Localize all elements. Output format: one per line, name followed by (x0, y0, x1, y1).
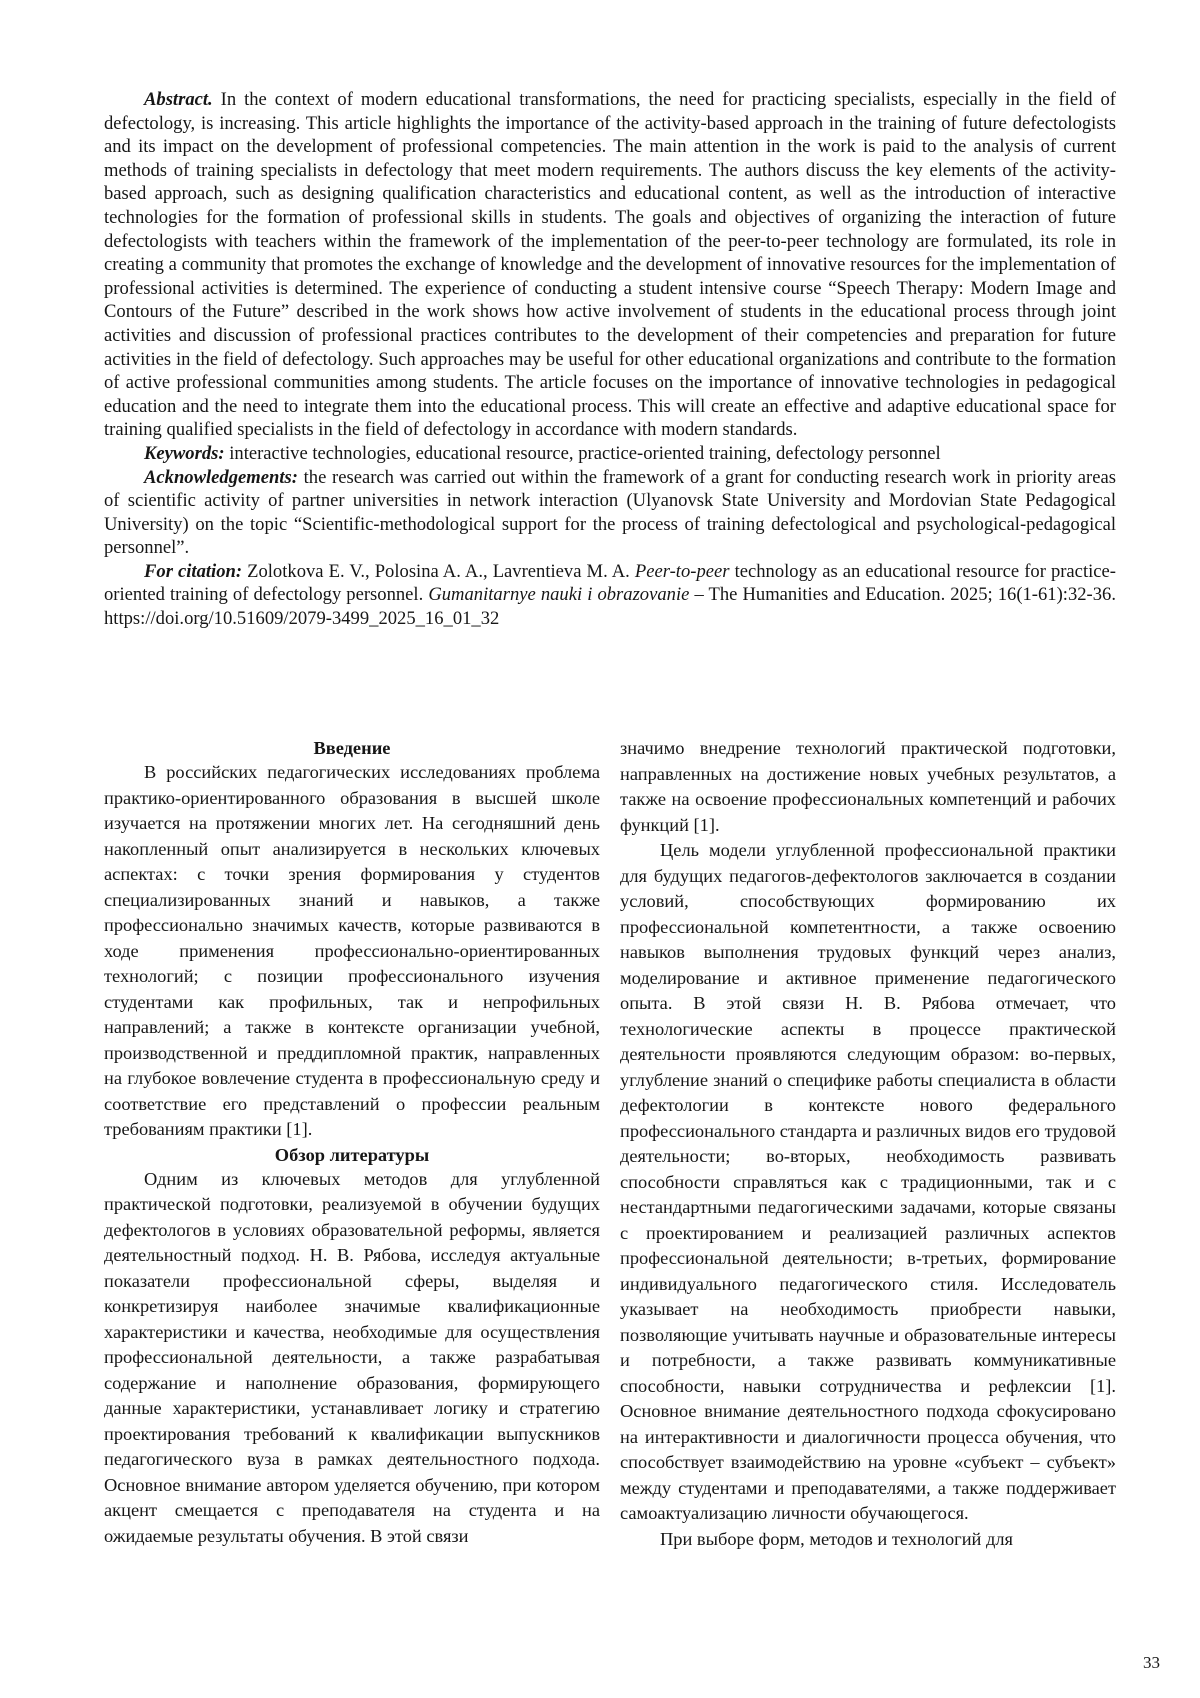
front-matter (104, 88, 1116, 631)
heading-introduction: Введение (313, 738, 391, 758)
abstract-paragraph (104, 88, 1116, 442)
goal-paragraph: Цель модели углубленной профессиональной практики для будущих педагогов-дефектологов заключается в создании условий, способствующих формированию их профессиональной компетентности, а также освоению навыков выполнения трудовых функций через анализ, моделирование и активное применение педагогического опыта. В этой связи Н. В. Рябова отмечает, что технологические аспекты в процессе практической деятельности проявляются следующим образом: во-первых, углубление знаний о специфике работы специалиста в области дефектологии в контексте нового федерального профессионального стандарта и различных видов его трудовой деятельности; во-вторых, необходимость развивать способности справляться как с традиционными, так и с нестандартными педагогическими задачами, которые связаны с проектированием и реализацией различных аспектов профессиональной деятельности; в-третьих, формирование индивидуального педагогического стиля. Исследователь указывает на необходимость приобрести навыки, позволяющие учитывать научные и образовательные интересы и потребности, а также развивать коммуникативные способности, навыки сотрудничества и рефлексии [1]. Основное внимание деятельностного подхода сфокусировано на интерактивности и диалогичности процесса обучения, что способствует взаимодействию на уровне «субъект – субъект» между студентами и преподавателями, а также поддерживает самоактуализацию личности обучающегося. (620, 840, 1116, 1523)
citation-tail: – The Humanities and Education. 2025; 16(1-61):32-36. https://doi.org/10.51609/2079-3499_2025_16_01_32 (104, 584, 1116, 630)
last-paragraph: При выборе форм, методов и технологий для (660, 1528, 1013, 1549)
acknowledgements-label: Acknowledgements: (144, 466, 298, 488)
acknowledgements-text: the research was carried out within the framework of a grant for conducting research work in priority areas of scientific activity of partner universities in network interaction (Ulyanovsk State University and Mordovian State Pedagogical University) on the topic “Scientific-methodological support for the process of training defectological and psychological-pedagogical personnel”. (104, 466, 1116, 559)
citation-paragraph (104, 560, 1116, 631)
intro-paragraph: В российских педагогических исследованиях проблема практико-ориентированного образования в высшей школе изучается на протяжении многих лет. На сегодняшний день накопленный опыт анализируется в нескольких ключевых аспектах: с точки зрения формирования у студентов специализированных знаний и навыков, а также профессионально значимых качеств, которые развиваются в ходе применения профессионально-ориентированных технологий; с позиции профессионального изучения студентами как профильных, так и непрофильных направлений; а также в контексте организации учебной, производственной и преддипломной практик, направленных на глубокое вовлечение студента в профессиональную среду и соответствие его представлений о профессии реальным требованиям практики [1]. (104, 762, 600, 1139)
left-column (104, 736, 600, 1631)
heading-literature-review: Обзор литературы (274, 1144, 430, 1165)
keywords-paragraph (104, 442, 1116, 466)
review-paragraph: Одним из ключевых методов для углубленной практической подготовки, реализуемой в обучении будущих дефектологов в условиях образовательной реформы, является деятельностный подход. Н. В. Рябова, исследуя актуальные показатели профессиональной сферы, выделяя и конкретизируя наиболее значимые квалификационные характеристики и качества, необходимые для осуществления профессиональной деятельности, а также разрабатывая содержание и наполнение образования, формирующего данные характеристики, устанавливает логику и стратегию проектирования требований к квалификации выпускников педагогического вуза в рамках деятельностного подхода. Основное внимание автором уделяется обучению, при котором акцент смещается с преподавателя на студента и на ожидаемые результаты обучения. В этой связи (104, 1168, 600, 1546)
keywords-label: Keywords: (144, 442, 225, 464)
citation-journal: Gumanitarnye nauki i obrazovanie (428, 584, 690, 606)
right-column (620, 736, 1116, 1631)
citation-peer-term: Peer-to-peer (634, 560, 730, 582)
page-number: 33 (1143, 1653, 1160, 1672)
citation-title: technology as an educational resource for practice-oriented training of defectology personnel. (104, 560, 1116, 606)
citation-authors: Zolotkova E. V., Polosina A. A., Lavrentieva M. A. (247, 560, 630, 582)
abstract-text: In the context of modern educational transformations, the need for practicing specialists, especially in the field of defectology, is increasing. This article highlights the importance of the activity-based approach in the training of future defectologists and its impact on the development of professional competencies. The main attention in the work is paid to the analysis of current methods of training specialists in defectology that meet modern requirements. The authors discuss the key elements of the activity-based approach, such as designing qualification characteristics and educational content, as well as the introduction of interactive technologies for the formation of professional skills in students. The goals and objectives of organizing the interaction of future defectologists with teachers within the framework of the implementation of the peer-to-peer technology are formulated, its role in creating a community that promotes the exchange of knowledge and the development of innovative resources for the implementation of professional activities is determined. The experience of conducting a student intensive course “Speech Therapy: Modern Image and Contours of the Future” described in the work shows how active involvement of students in the educational process through joint activities and discussion of professional practices contributes to the development of their competencies and preparation for future activities in the field of defectology. Such approaches may be useful for other educational organizations and contribute to the formation of active professional communities among students. The article focuses on the importance of innovative technologies in pedagogical education and the need to integrate them into the educational process. This will create an effective and adaptive educational space for training qualified specialists in the field of defectology in accordance with modern standards. (104, 89, 1116, 441)
keywords-text: interactive technologies, educational resource, practice-oriented training, defectology personnel (229, 442, 941, 464)
citation-label: For citation: (144, 560, 243, 582)
abstract-label: Abstract. (144, 89, 213, 110)
acknowledgements-paragraph (104, 466, 1116, 560)
continuation-paragraph: значимо внедрение технологий практической подготовки, направленных на достижение новых учебных результатов, а также на освоение профессиональных компетенций и рабочих функций [1]. (620, 738, 1116, 835)
